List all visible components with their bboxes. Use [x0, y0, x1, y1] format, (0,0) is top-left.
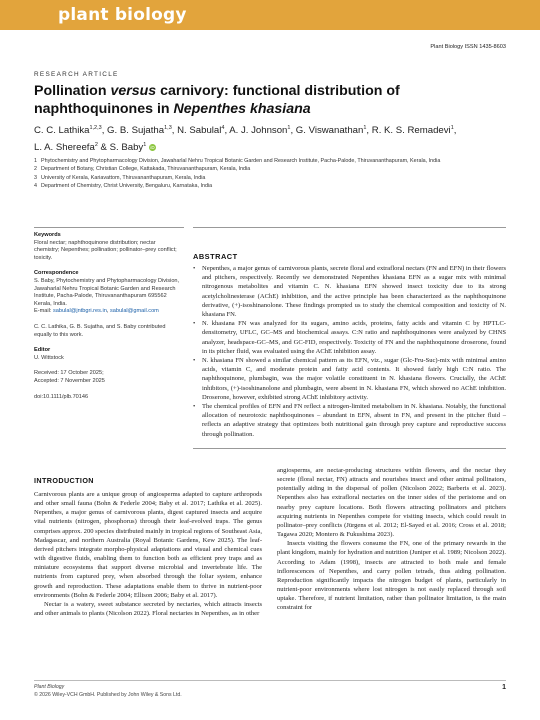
abstract-body — [193, 264, 506, 439]
title-part: Pollination — [34, 83, 111, 99]
keywords-text: Floral nectar; naphthoquinone distribution; nectar chemistry; Nepenthes; pollination; pollinator–prey conflict; toxicity. — [34, 239, 177, 261]
author[interactable]: N. Sabulal$^4$ — [177, 125, 225, 137]
affiliations — [34, 157, 504, 191]
orcid-icon[interactable]: iD — [150, 145, 155, 151]
author[interactable]: A. J. Johnson$^1$ — [229, 125, 291, 137]
correspondence-heading: Correspondence — [34, 270, 79, 277]
affiliation-item: 4 Department of Chemistry, Christ University, Bengaluru, Karnataka, India — [34, 183, 213, 190]
contribution-note: C. C. Lathika, G. B. Sujatha, and S. Baby contributed equally to this work. — [34, 323, 166, 338]
author[interactable]: G. Viswanathan$^1$ — [295, 125, 367, 137]
author[interactable]: R. K. S. Remadevi$^1$ — [371, 125, 454, 137]
title-part: carnivory: functional distribution of naphthoquinones in — [34, 83, 400, 117]
affiliation-item: 2 Department of Botany, Christian College, Kattakada, Thiruvananthapuram, Kerala, India — [34, 166, 251, 173]
page-number: 1 — [502, 684, 506, 691]
email-link[interactable]: sabulal@gmail.com — [109, 308, 159, 315]
journal-logo: plant biology — [58, 5, 187, 25]
author[interactable]: L. A. Shereefa$^2$ — [34, 142, 98, 154]
divider — [34, 227, 184, 228]
intro-heading: INTRODUCTION — [34, 476, 94, 485]
affiliation-item: 1 Phytochemistry and Phytopharmacology Division, Jawaharlal Nehru Tropical Botanic Garden and Research Institute, Pacha-Palode, Thiruvananthapuram, Kerala, India — [34, 158, 441, 164]
body-paragraph: angiosperms, are nectar-producing structures within flowers, and the nectar they secrete (floral nectar, FN) attracts and nourishes insect and other animal pollinators, potentially aiding in the dispersal of pollen (Nicolson 2022; Barberis et al. 2023). Nepenthes also has extrafloral nectaries on the inner sides of the peristome and on nearby prey capture locations. Both flowers attracting pollinators and pitchers acquiring nutrients in Nepenthes compete for visiting insects, which could result in pollinator–prey conflicts (Jürgens et al. 2012; El-Sayed et al. 2016; Cross et al. 2018; Tagawa 2020; Montero & Fukushima 2023). — [277, 467, 506, 539]
title-part: Nepenthes khasiana — [173, 100, 311, 117]
article-title — [34, 83, 504, 118]
body-paragraph: Carnivorous plants are a unique group of angiosperms adapted to capture arthropods and other small fauna (Bohn & Federle 2004; Baby et al. 2017; Lathika et al. 2025). Nepenthes, a major genus of carnivorous plants, digest captured insects and acquire vital nutrients (nitrogen, phosphorus) through their leaf-evolved traps. The genus comprises approx. 200 species distributed mainly in tropical regions of Southeast Asia, Madagascar, and northern Australia (Royal Botanic Gardens, Kew 2025). The leaf-derived pitchers integrate morpho-physical adaptations and visual and chemical cues with digestive fluids, enabling them to function both as efficient prey traps and as miniature ecosystems that support diverse microbial and invertebrate life. The nutrients from captured prey, when absorbed through the foliar system, enhance growth and reproduction. These adaptations enable them to thrive in nutrient-poor environments (Bohn & Federle 2004; Ellison 2006; Baby et al. 2017). — [34, 491, 262, 599]
abstract-bullet: • The chemical profiles of EFN and FN reflect a nitrogen-limited metabolism in N. khasiana. Notably, the functional allocation of neurotoxic naphthoquinones – abundant in EFN, absent in FN, and present in the pitcher fluid – reflects an adaptive strategy that optimizes both nutritional gain through prey capture and reproductive success through pollination. — [193, 402, 506, 439]
correspondence-email: E-mail: sabulal@jntbgri.res.in, sabulal@gmail.com — [34, 308, 159, 315]
abstract-bullet: • N. khasiana FN showed a similar chemical pattern as its EFN, viz., sugar (Glc-Fru-Suc)-mix with minimal amino acids, vitamin C, and moderate protein and fatty acid contents. It showed fairly high C:N ratio. The naphthoquinone, plumbagin, was the major volatile constituent in N. khasiana flowers. Crucially, the AChE inhibitors, (+)-isoshinanolone and plumbagin, were absent in N. khasiana FN, which showed no AChE inhibition. Droserone, however, exhibited strong AChE inhibitory activity. — [193, 356, 506, 402]
accepted-date: Accepted: 7 November 2025 — [34, 377, 105, 384]
affiliation-item: 3 University of Kerala, Kariavattom, Thiruvananthapuram, Kerala, India — [34, 174, 206, 181]
body-paragraph: Insects visiting the flowers consume the FN, one of the primary rewards in the plant kingdom, mainly for hydration and nutrition (Juniper et al. 1989; Nicolson 2022). According to Adam (1998), insects are attracted to both male and female inflorescences of Nepenthes, and carry pollen tetrads, thus aiding pollination. Reproduction significantly impacts the nitrogen budget of plants, particularly in nutrient-poor environments where lost nitrogen is not easily replaced through soil uptake. Therefore, if nutrient limitation, rather than pollinator limitation, is the main constraint for — [277, 540, 506, 612]
footer-journal: Plant Biology — [34, 684, 65, 690]
journal-banner — [0, 0, 540, 30]
title-part: versus — [110, 83, 157, 99]
author[interactable]: & S. Baby$^1$ — [100, 142, 147, 154]
editor-heading: Editor — [34, 347, 51, 354]
doi[interactable]: doi:10.1111/plb.70146 — [34, 393, 89, 400]
body-paragraph: Nectar is a watery, sweet substance secreted by nectaries, which attracts insects and other animals to plants (Nicolson 2022). Floral nectaries in Nepenthes, as in other — [34, 600, 262, 618]
abstract-bullet: • Nepenthes, a major genus of carnivorous plants, secrete floral and extrafloral nectars (FN and EFN) in their flowers and pitchers, respectively. Recently we demonstrated Nepenthes khasiana EFN as a sugar mix with minimal nitrogenous metabolites and vitamin C. N. khasiana EFN showed insect toxicity due to its strong acetylcholinesterase (AChE) inhibition, and the active principle has been characterized as the naphthoquinone derivative, (+)-isoshinanolone. These findings prompted us to study the chemical composition and toxicity of N. khasiana FN. — [193, 264, 506, 319]
author-list: C. C. Lathika$^{1,2,3}$, G. B. Sujatha$^{1,3}$, N. Sabulal$^4$, A. J. Johnson$^1$, G. Viswanathan$^1$, R. K. S. Remadevi$^1$, L. A. Shereefa$^2$ & S. Baby$^1$ iD — [34, 125, 457, 154]
divider — [193, 227, 506, 228]
editor-name: U. Wittstock — [34, 354, 64, 361]
info-sidebar — [34, 232, 182, 401]
author[interactable]: C. C. Lathika$^{1,2,3}$ — [34, 125, 102, 137]
divider — [193, 448, 506, 449]
issn-label: Plant Biology ISSN 1435-8603 — [430, 44, 506, 50]
footer-divider — [34, 680, 506, 681]
email-link[interactable]: sabulal@jntbgri.res.in — [52, 308, 107, 315]
footer-copyright: © 2026 Wiley-VCH GmbH. Published by John Wiley & Sons Ltd. — [34, 692, 182, 698]
abstract-bullet: • N. khasiana FN was analyzed for its sugars, amino acids, proteins, fatty acids and vitamin C by HPTLC-densitometry, UFLC, GC–MS and biochemical assays. C:N ratio and naphthoquinones were analyzed by CHNS analyzer, headspace-GC–MS, and GC-FID, respectively. Toxicity of FN and the naphthoquinone droserone, found in its pitcher fluid, was evaluated using the AChE inhibition assay. — [193, 319, 506, 356]
abstract-heading: ABSTRACT — [193, 252, 238, 261]
received-date: Received: 17 October 2025; — [34, 370, 104, 377]
correspondence-address: S. Baby, Phytochemistry and Phytopharmacology Division, Jawaharlal Nehru Tropical Botanic Garden and Research Institute, Pacha-Palode, Thiruvananthapuram 695562 Kerala, India. — [34, 277, 180, 307]
author[interactable]: G. B. Sujatha$^{1,3}$ — [107, 125, 172, 137]
keywords-heading: Keywords — [34, 232, 61, 238]
body-column-left — [34, 490, 262, 618]
article-type: RESEARCH ARTICLE — [34, 71, 119, 78]
body-column-right — [277, 466, 506, 613]
